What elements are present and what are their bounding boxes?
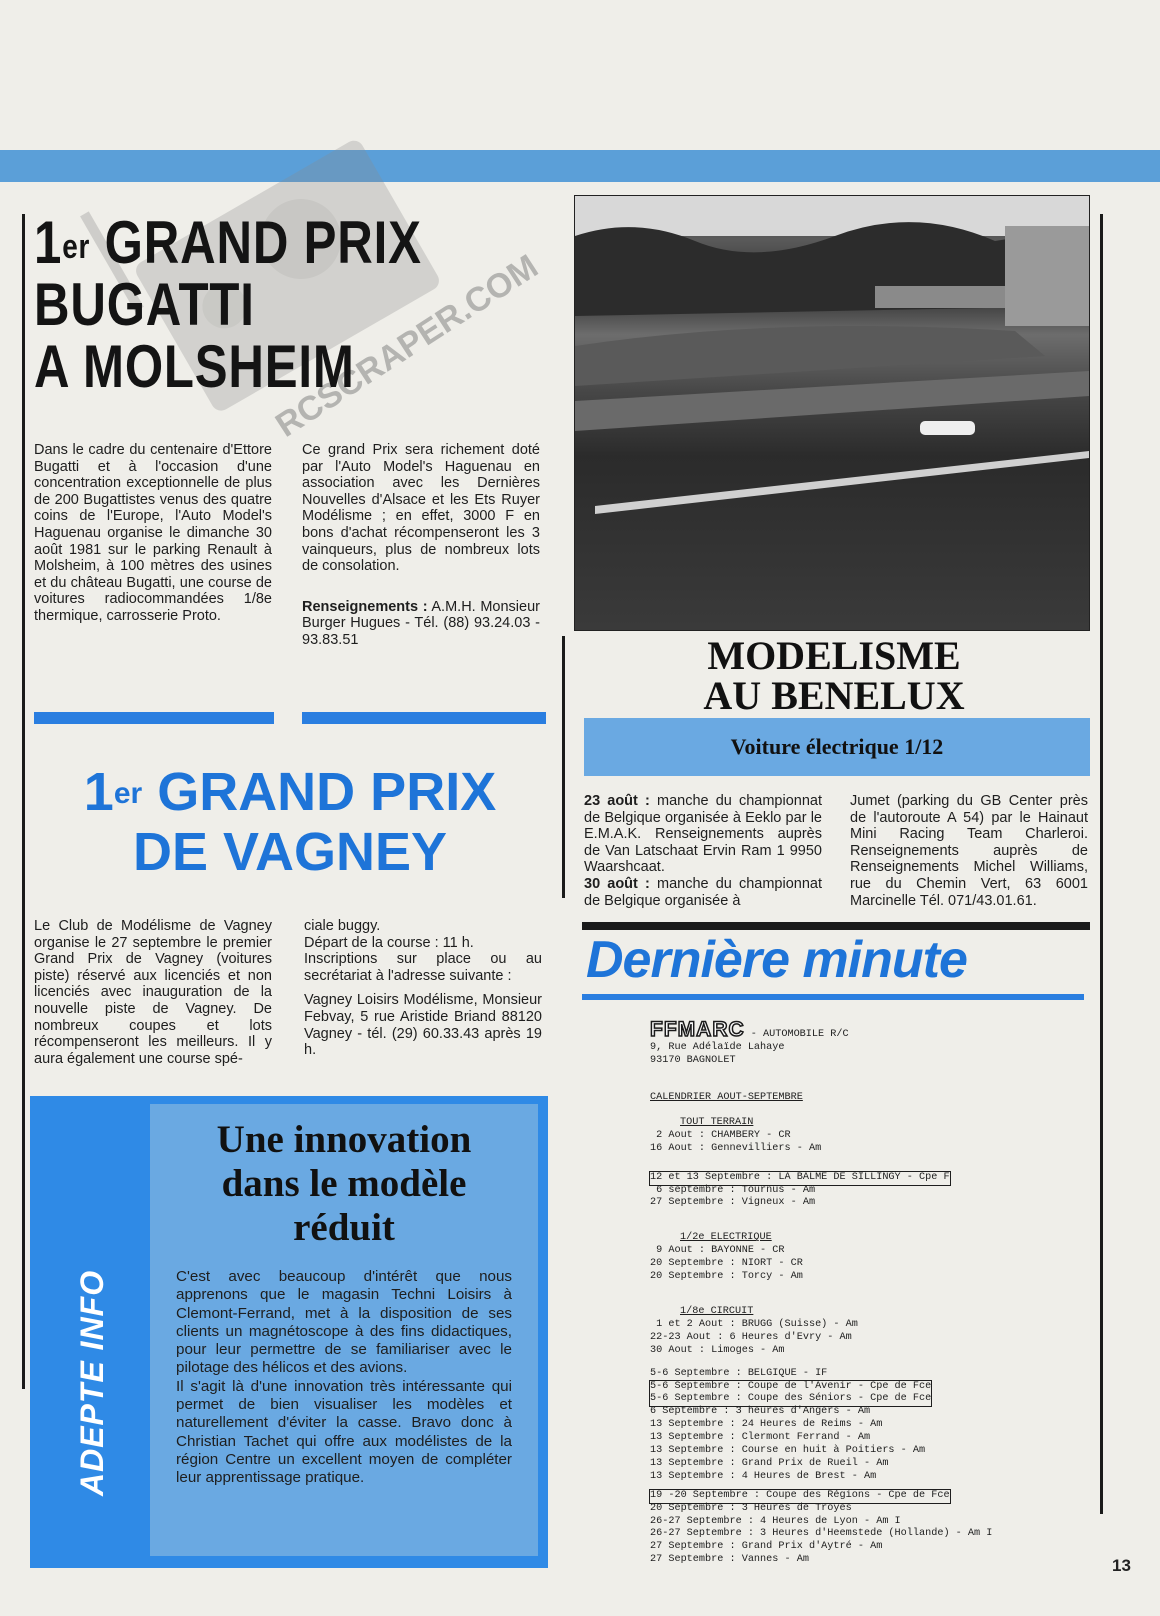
middle-column-rule — [562, 636, 565, 898]
info-label: Renseignements : — [302, 598, 428, 615]
ffmarc-line1: - AUTOMOBILE R/C — [744, 1029, 849, 1040]
derniere-top-rule — [582, 922, 1090, 930]
calendar-line: 20 Septembre : Torcy - Am — [650, 1271, 803, 1283]
adepte-paragraph: C'est avec beaucoup d'intérêt que nous apprenons que le magasin Techni Loisirs à Clemont-Ferrand, met à la disposition de ses clients un magnétoscope à des fins didactiques, pour leur permettre de se familiariser avec le pilotage des hélicos et des avions. — [176, 1268, 512, 1377]
calendar-line: 6 septembre : Tournus - Am — [650, 1184, 816, 1196]
article3-col2: Jumet (parking du GB Center près de l'autoroute A 54) par le Hainaut Mini Racing Team Charleroi. Renseignements auprès de Renseignements Michel Williams, rue du Chemin Vert, 63 6001 Marcinelle Tél. 071/43.01.61. — [850, 793, 1088, 909]
adepte-paragraph: Il s'agit là d'une innovation très intéressante qui permet de bien visualiser les modèles et naturellement d'éviter la casse. Bravo donc à Christian Tachet qui offre aux modélistes de la région Centre un excellent moyen de compléter leur apprentissage pratique. — [176, 1377, 512, 1487]
calendar-line: 20 Septembre : 3 Heures de Troyes — [650, 1502, 852, 1514]
ffmarc-line2: 9, Rue Adélaïde Lahaye — [650, 1042, 785, 1053]
article1-col2 — [302, 442, 540, 649]
race-photo — [574, 195, 1090, 631]
article1-title: 1er GRAND PRIX BUGATTI A MOLSHEIM — [34, 209, 422, 400]
calendar-line: 6 Septembre : 3 heures d'Angers - Am — [650, 1406, 871, 1418]
adepte-vertical-label: ADEPTE INFO — [74, 1269, 110, 1496]
tout-terrain-title: TOUT TERRAIN — [680, 1116, 754, 1128]
calendar-line: 5-6 Septembre : Coupe des Séniors - Cpe de Fce — [650, 1393, 932, 1405]
calendar-line: 13 Septembre : Course en huit à Poitiers - Am — [650, 1445, 926, 1457]
adepte-info-box — [30, 1096, 548, 1568]
ffmarc-header — [650, 1018, 1090, 1068]
article1-info — [302, 599, 540, 649]
calendar-line: 2 Aout : CHAMBERY - CR — [650, 1129, 791, 1141]
calendar-line: 5-6 Septembre : BELGIQUE - IF — [650, 1367, 828, 1379]
calendar-line: 20 Septembre : NIORT - CR — [650, 1258, 803, 1270]
calendar-line: 13 Septembre : 24 Heures de Reims - Am — [650, 1419, 883, 1431]
derniere-bottom-rule — [582, 994, 1084, 1000]
calendar-title: CALENDRIER AOUT-SEPTEMBRE — [650, 1092, 803, 1103]
adepte-inner-panel — [150, 1104, 538, 1556]
adepte-body — [176, 1268, 512, 1488]
article3-subtitle: Voiture électrique 1/12 — [730, 734, 944, 759]
calendar-line: 13 Septembre : 4 Heures de Brest - Am — [650, 1470, 877, 1482]
article2-col2-a: ciale buggy. — [304, 918, 381, 934]
article3-col1: 23 août : manche du championnat de Belgique organisée à Eeklo par le E.M.A.K. Renseignements auprès de Van Latschaat Ervin Ram 1 9950 Waarshcaat. 30 août : manche du championnat de Belgique organisée à — [584, 793, 822, 909]
article2-col2-d: Vagney Loisirs Modélisme, Monsieur Febvay, 5 rue Aristide Briand 88120 Vagney - tél. (29) 60.33.43 après 19 h. — [304, 992, 542, 1059]
calendar-line: 16 Aout : Gennevilliers - Am — [650, 1142, 822, 1154]
article3-title: MODELISME AU BENELUX — [703, 633, 965, 718]
calendar-line: 27 Septembre : Vannes - Am — [650, 1554, 809, 1566]
calendar-line: 1 et 2 Aout : BRUGG (Suisse) - Am — [650, 1318, 858, 1330]
electrique-title: 1/2e ELECTRIQUE — [680, 1232, 772, 1244]
page-number: 13 — [1112, 1556, 1131, 1575]
calendar-line: 13 Septembre : Grand Prix de Rueil - Am — [650, 1457, 889, 1469]
calendar-line: 5-6 Septembre : Coupe de l'Avenir - Cpe de Fce — [650, 1380, 932, 1392]
left-column-rule — [22, 214, 25, 1389]
calendar — [650, 1092, 1090, 1567]
derniere-title: Dernière minute — [586, 931, 967, 989]
article2-bar-right — [302, 712, 546, 724]
calendar-line: 13 Septembre : Clermont Ferrand - Am — [650, 1432, 871, 1444]
circuit-title: 1/8e CIRCUIT — [680, 1305, 754, 1317]
calendar-line: 26-27 Septembre : 3 Heures d'Heemstede (Hollande) - Am I — [650, 1528, 993, 1540]
article2-col2-c: Inscriptions sur place ou au secrétariat à l'adresse suivante : — [304, 951, 542, 984]
calendar-boxed-group — [650, 1381, 931, 1407]
calendar-line-boxed: 19 -20 Septembre : Coupe des Régions - Cpe de Fce — [650, 1489, 950, 1501]
calendar-line: 27 Septembre : Grand Prix d'Aytré - Am — [650, 1541, 883, 1553]
calendar-line: 27 Septembre : Vigneux - Am — [650, 1197, 816, 1209]
right-column-rule — [1100, 214, 1103, 1514]
calendar-line-boxed: 12 et 13 Septembre : LA BALME DE SILLINGY - Cpe F — [650, 1171, 950, 1183]
calendar-line: 26-27 Septembre : 4 Heures de Lyon - Am I — [650, 1515, 901, 1527]
article1-col1: Dans le cadre du centenaire d'Ettore Bugatti et à l'occasion d'une concentration exceptionnelle de plus de 200 Bugattistes venus des quatre coins de l'Europe, l'Auto Model's Haguenau organise le dimanche 30 août 1981 sur le parking Renault à Molsheim, à 100 mètres des usines et du château Bugatti, une course de voitures radiocommandées 1/8e thermique, carrosserie Proto. — [34, 442, 272, 624]
article3-subtitle-banner — [584, 718, 1090, 776]
ffmarc-logo: FFMARC — [650, 1018, 745, 1041]
calendar-line: 30 Aout : Limoges - Am — [650, 1344, 785, 1356]
article2-title: 1er GRAND PRIX DE VAGNEY — [83, 762, 497, 882]
calendar-line: 22-23 Aout : 6 Heures d'Evry - Am — [650, 1331, 852, 1343]
watermark-text: RCSCRAPER.COM — [268, 247, 545, 445]
article2-col2-b: Départ de la course : 11 h. — [304, 934, 474, 951]
race-track-illustration — [575, 196, 1089, 630]
adepte-title: Une innovation dans le modèle réduit — [216, 1118, 472, 1249]
article2-col1: Le Club de Modélisme de Vagney organise le 27 septembre le premier Grand Prix de Vagney (voitures piste) réservé aux licenciés et non licenciés avec inauguration de la nouvelle piste de Vagney. De nombreux coupes et lots récompenseront les meilleurs. Il y aura également une course spé- — [34, 918, 272, 1067]
article1-col2-text: Ce grand Prix sera richement doté par l'Auto Model's Haguenau en association avec les Dernières Nouvelles d'Alsace et les Ets Ruyer Modélisme ; en effet, 3000 F en bons d'achat récompenseront les 3 vainqueurs, plus de nombreux lots de consolation. — [302, 442, 540, 575]
article2-bar-left — [34, 712, 274, 724]
article2-col2 — [304, 918, 542, 1059]
ffmarc-line3: 93170 BAGNOLET — [650, 1054, 736, 1066]
info-text: A.M.H. Monsieur Burger Hugues - Tél. (88) 93.24.03 - 93.83.51 — [302, 598, 540, 648]
calendar-line: 9 Aout : BAYONNE - CR — [650, 1245, 785, 1257]
